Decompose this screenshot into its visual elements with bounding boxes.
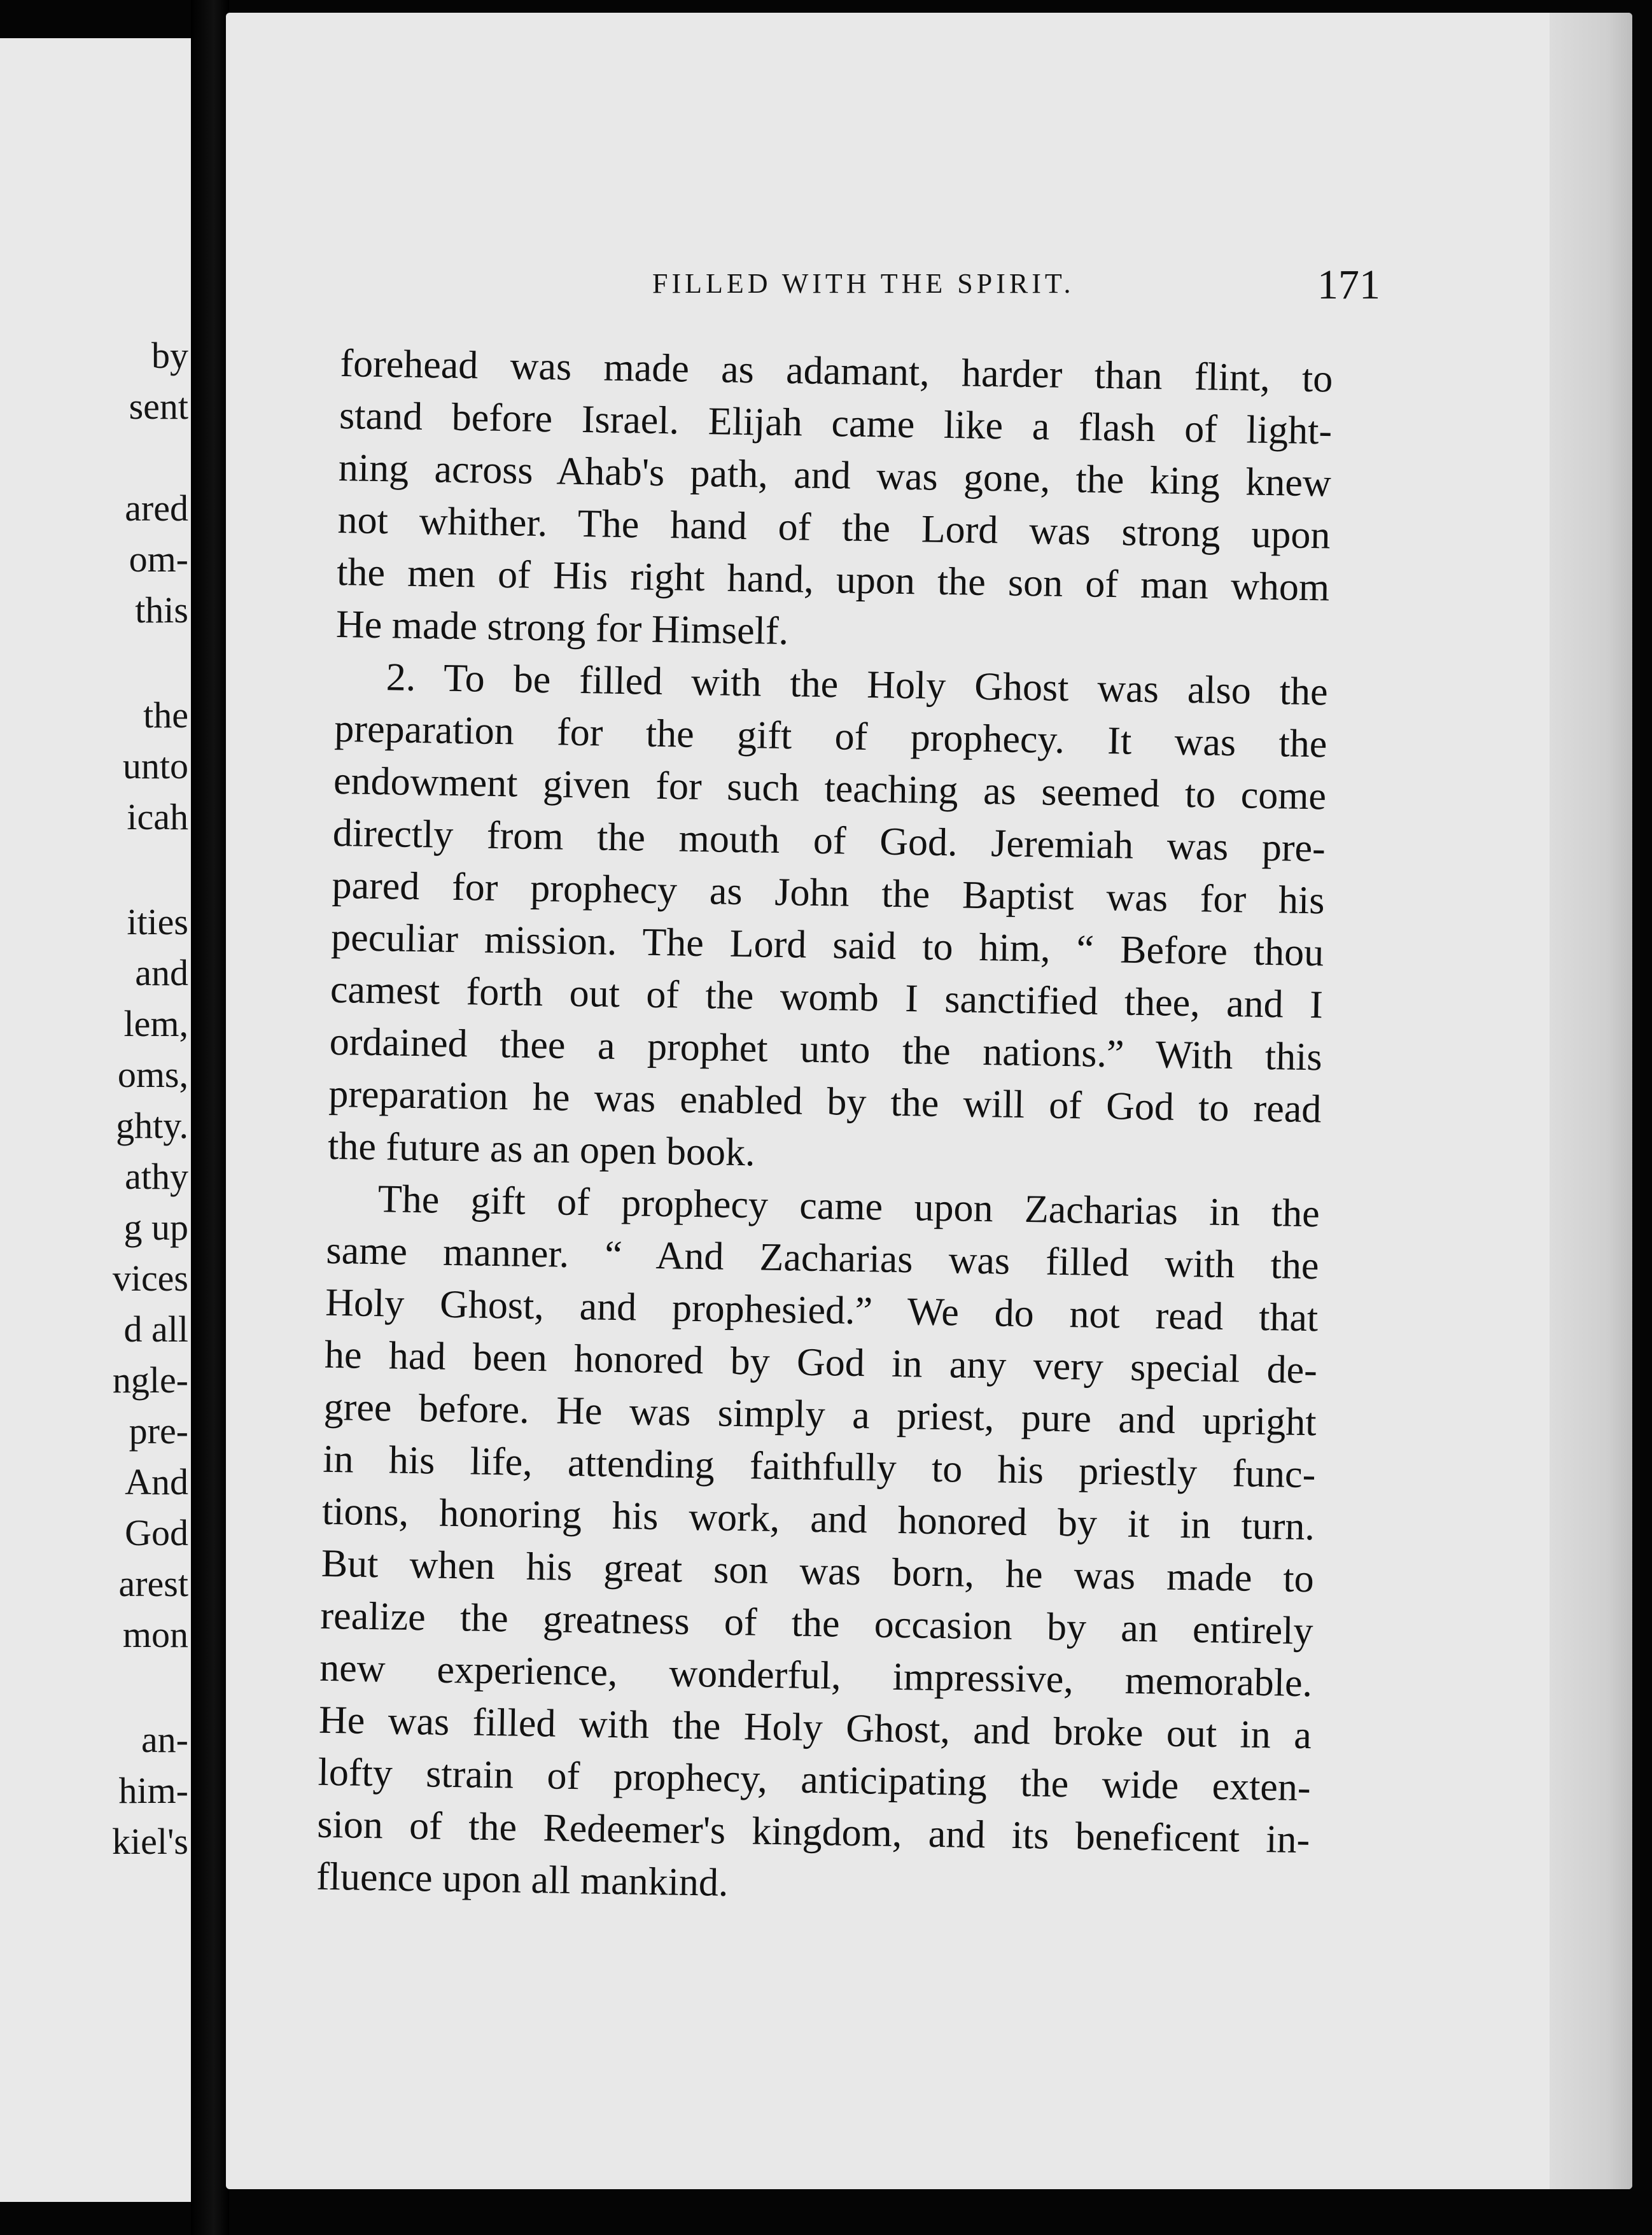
facing-page-text: om- (129, 538, 188, 580)
text-line: 2. To be filled with the Holy Ghost was also the (386, 655, 1329, 714)
text-line: the future as an open book. (327, 1124, 756, 1175)
facing-page-text: by (151, 335, 188, 376)
facing-page-text: ared (125, 487, 188, 529)
facing-page-text: lem, (123, 1003, 188, 1044)
facing-page-text: ities (127, 901, 188, 942)
facing-page-text: d all (123, 1308, 188, 1350)
text-line: same manner. “ And Zacharias was filled with the (326, 1228, 1319, 1288)
text-line: peculiar mission. The Lord said to him, “ Before thou (330, 915, 1324, 975)
running-head: FILLED WITH THE SPIRIT. (652, 268, 1075, 299)
facing-page-text: arest (118, 1563, 188, 1604)
text-line: he had been honored by God in any very special de- (324, 1333, 1318, 1392)
facing-page-text: ngle- (112, 1359, 188, 1401)
facing-page-text: vices (112, 1258, 188, 1299)
text-line: pared for prophecy as John the Baptist was for his (332, 863, 1325, 923)
text-line: stand before Israel. Elijah came like a flash of light- (339, 393, 1333, 453)
text-line: realize the greatness of the occasion by an entirely (320, 1594, 1313, 1653)
text-line: gree before. He was simply a priest, pure and upright (323, 1385, 1317, 1445)
facing-page-text: And (125, 1461, 188, 1503)
facing-page-text: and (135, 952, 188, 993)
facing-page-text: him- (118, 1770, 188, 1811)
facing-page-text: sent (129, 386, 188, 427)
facing-page-text: mon (122, 1614, 188, 1655)
facing-page-text: pre- (129, 1410, 188, 1452)
facing-page-text: oms, (117, 1054, 188, 1095)
facing-page-text: icah (127, 796, 188, 837)
text-line: sion of the Redeemer's kingdom, and its beneficent in- (316, 1802, 1310, 1862)
text-line: fluence upon all mankind. (316, 1854, 729, 1905)
text-line: He made strong for Himself. (335, 602, 789, 654)
facing-page-text: unto (122, 745, 188, 787)
book-page (226, 13, 1632, 2189)
facing-page-text: an- (141, 1719, 188, 1760)
facing-page-text: athy (125, 1156, 188, 1197)
facing-page-text: kiel's (112, 1821, 188, 1862)
text-line: He was filled with the Holy Ghost, and broke out in a (318, 1698, 1312, 1758)
text-line: preparation for the gift of prophecy. It was the (333, 706, 1327, 766)
text-line: Holy Ghost, and prophesied.” We do not read that (325, 1280, 1319, 1340)
facing-page-fragment (0, 38, 197, 2202)
text-line: lofty strain of prophecy, anticipating the wide exten- (318, 1750, 1312, 1810)
text-line: the men of His right hand, upon the son of man whom (336, 550, 1330, 610)
text-line: forehead was made as adamant, harder than flint, to (339, 342, 1333, 401)
text-line: in his life, attending faithfully to his priestly func- (322, 1437, 1316, 1497)
text-line: ordained thee a prophet unto the nations.” With this (329, 1019, 1323, 1079)
facing-page-text: the (143, 694, 188, 736)
facing-page-text: God (125, 1512, 188, 1553)
facing-page-text: this (135, 589, 188, 631)
text-line: The gift of prophecy came upon Zacharias in the (377, 1177, 1320, 1236)
page-edge (1550, 13, 1632, 2189)
facing-page-text: ghty. (116, 1105, 188, 1146)
text-line: ning across Ahab's path, and was gone, the king knew (338, 445, 1332, 505)
text-line: camest forth out of the womb I sanctified thee, and I (330, 967, 1324, 1027)
page-number: 171 (1317, 262, 1380, 308)
text-line: preparation he was enabled by the will of God to read (328, 1072, 1322, 1132)
facing-page-text: g up (123, 1207, 188, 1248)
text-line: directly from the mouth of God. Jeremiah was pre- (332, 811, 1326, 871)
text-line: tions, honoring his work, and honored by it in turn. (321, 1489, 1315, 1549)
page-body (316, 342, 1333, 1905)
text-line: new experience, wonderful, impressive, memorable. (319, 1646, 1313, 1706)
text-line: not whither. The hand of the Lord was strong upon (337, 498, 1331, 557)
text-line: endowment given for such teaching as seemed to come (333, 759, 1327, 818)
book-gutter (191, 0, 229, 2235)
text-line: But when his great son was born, he was made to (321, 1541, 1315, 1601)
